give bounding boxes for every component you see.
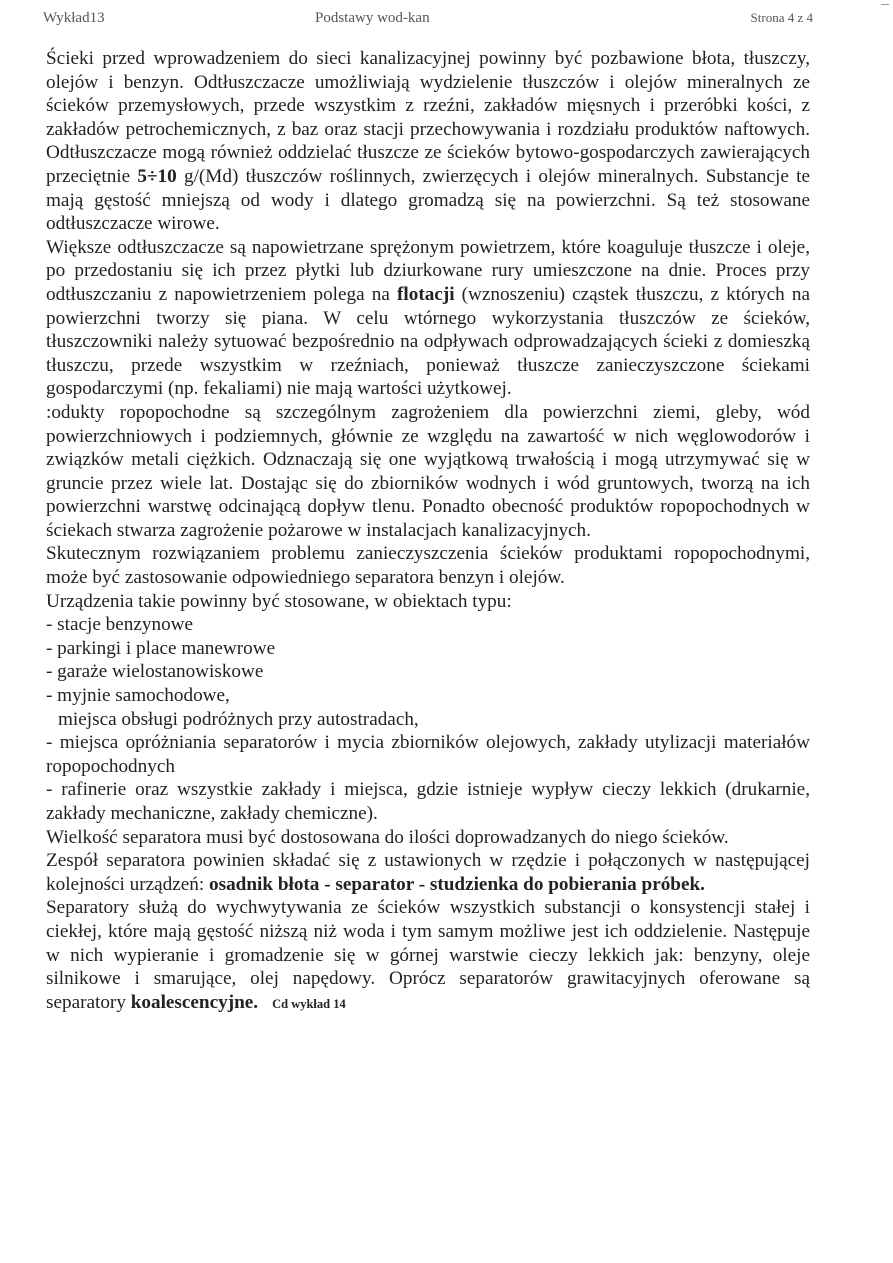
text: g/(Md) tłuszczów roślinnych, zwierzęcych i olejów mineralnych. Substancje te mają gęstość mniejszą od wody i dlatego gromadzą się na powierzchni. Są też stosowane odtłuszczacze wirowe. xyxy=(46,165,810,235)
term-coalescence: koalescencyjne. xyxy=(130,991,259,1013)
paragraph-assembly xyxy=(46,849,810,896)
paragraph-separators xyxy=(46,896,810,1016)
document-body xyxy=(46,47,810,1016)
term-flotation: flotacji xyxy=(397,283,455,305)
list-item: - garaże wielostanowiskowe xyxy=(46,661,264,683)
text: Separatory służą do wychwytywania ze ścieków wszystkich substancji o konsystencji stałej i ciekłej, które mają gęstość niższą niż woda i tym samym możliwe jest ich oddzielenie. Następuje w nich wypieranie i gromadzenie się w górnej warstwie cieczy lekkich jak: benzyny, oleje silnikowe i smarujące, olej napędowy. Oprócz separatorów grawitacyjnych oferowane są separatory xyxy=(46,897,810,1013)
fat-range: 5÷10 xyxy=(137,165,177,187)
list-item: - myjnie samochodowe, xyxy=(46,685,230,707)
list-item: - stacje benzynowe xyxy=(46,614,194,636)
text: Ścieki przed wprowadzeniem do sieci kanalizacyjnej powinny być pozbawione błota, tłuszczy, olejów i benzyn. Odtłuszczacze umożliwiają wydzielenie tłuszczów i olejów mineralnych ze ścieków przemysłowych, przede wszystkim z rzeźni, zakładów mięsnych i przeróbki kości, z zakładów petrochemicznych, z baz oraz stacji przechowywania i rozdziału produktów naftowych. Odtłuszczacze mogą również oddzielać tłuszcze ze ścieków bytowo-gospodarczych zawierających przeciętnie xyxy=(46,48,810,187)
list-item: - parkingi i place manewrowe xyxy=(46,637,276,659)
text: Zespół separatora powinien składać się z ustawionych w rzędzie i połączonych w następującej kolejności urządzeń: xyxy=(46,850,810,895)
page-header xyxy=(43,10,813,32)
scan-mark xyxy=(881,4,889,5)
list-item: miejsca obsługi podróżnych przy autostradach, xyxy=(58,708,419,730)
course-title: Podstawy wod-kan xyxy=(315,10,430,26)
paragraph-solution: Skutecznym rozwiązaniem problemu zanieczyszczenia ścieków produktami ropopochodnymi, może być zastosowanie odpowiedniego separatora benzyn i olejów. xyxy=(46,543,810,589)
assembly-sequence: osadnik błota - separator - studzienka do pobierania próbek. xyxy=(209,873,705,895)
continued-reference: Cd wykład 14 xyxy=(272,996,346,1011)
text: Większe odtłuszczacze są napowietrzane sprężonym powietrzem, które koaguluje tłuszcze i oleje, po przedostaniu się ich przez płytki lub dziurkowane rury umieszczone na dnie. Proces przy odtłuszczaniu z napowietrzeniem polega na xyxy=(46,236,810,305)
facility-list xyxy=(46,613,810,825)
list-item: - rafinerie oraz wszystkie zakłady i miejsca, gdzie istnieje wypływ cieczy lekkich (drukarnie, zakłady mechaniczne, zakłady chemiczne). xyxy=(46,779,810,824)
text: (wznoszeniu) cząstek tłuszczu, z których na powierzchni tworzy się piana. W celu wtórnego wykorzystania tłuszczów ze ścieków, tłuszczowniki należy sytuować bezpośrednio na odpływach odprowadzających ścieki z domieszką tłuszczu, przede wszystkim w rzeźniach, ponieważ tłuszcze zanieczyszczone ściekami gospodarczymi (np. fekaliami) nie mają wartości użytkowej. xyxy=(46,283,810,400)
page-number: Strona 4 z 4 xyxy=(750,10,813,25)
paragraph-aeration xyxy=(46,236,810,401)
list-item: - miejsca opróżniania separatorów i mycia zbiorników olejowych, zakłady utylizacji materiałów ropopochodnych xyxy=(46,732,810,777)
lecture-label: Wykład13 xyxy=(43,10,105,26)
paragraph-usage: Urządzenia takie powinny być stosowane, w obiektach typu: xyxy=(46,590,512,612)
paragraph-petroleum: :odukty ropopochodne są szczególnym zagrożeniem dla powierzchni ziemi, gleby, wód powierzchniowych i podziemnych, głównie ze względu na zawartość w nich węglowodorów i związków metali ciężkich. Odznaczają się one wyjątkową trwałością i mogą utrzymywać się w gruncie przez wiele lat. Dostając się do zbiorników wodnych i wód gruntowych, tworzą na ich powierzchni warstwę odcinającą dopływ tlenu. Ponadto obecność produktów ropopochodnych w ściekach stwarza zagrożenie pożarowe w instalacjach kanalizacyjnych. xyxy=(46,401,810,541)
paragraph-size: Wielkość separatora musi być dostosowana do ilości doprowadzanych do niego ścieków. xyxy=(46,826,729,848)
paragraph-intro xyxy=(46,47,810,236)
